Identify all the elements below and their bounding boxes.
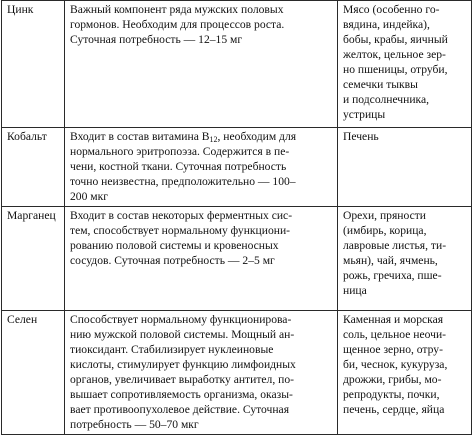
minerals-table xyxy=(1,0,472,435)
element-name-cell: Цинк xyxy=(2,1,65,128)
table-row-cobalt xyxy=(2,128,472,207)
description-cell xyxy=(65,128,338,207)
sources-cell: Каменная и морская соль, цельное неочи- щенное зерно, отру- би, чеснок, кукуруза, дрожжи, грибы, мо- репродукты, почки, печень, сердце, яйца xyxy=(338,311,472,435)
vitamin-subscript: 12 xyxy=(209,135,218,144)
element-name-cell: Марганец xyxy=(2,207,65,311)
description-cell: Важный компонент ряда мужских половых гормонов. Необходим для процессов роста. Суточная потребность — 12–15 мг xyxy=(65,1,338,128)
description-text-continued: , необходим для нормального эритропоэза. Содержится в пе- чени, костной ткани. Суточная потребность точно неизвестна, предположительно — 100– 200 мкг xyxy=(70,130,297,203)
table-row-manganese xyxy=(2,207,472,311)
description-cell: Входит в состав некоторых ферментных сис- тем, способствует нормальному функциони- рованию половой системы и кровеносных сосудов. Суточная потребность — 2–5 мг xyxy=(65,207,338,311)
element-name-cell: Селен xyxy=(2,311,65,435)
table-row-selenium xyxy=(2,311,472,435)
sources-cell: Печень xyxy=(338,128,472,207)
element-name-cell: Кобальт xyxy=(2,128,65,207)
sources-cell: Орехи, пряности (имбирь, корица, лавровые листья, ти- мьян), чай, ячмень, рожь, гречиха, пше- ница xyxy=(338,207,472,311)
description-text: Входит в состав витамина B xyxy=(70,130,210,143)
sources-cell: Мясо (особенно го- вядина, индейка), бобы, крабы, яичный желток, цельное зер- но пшеницы, отруби, семечки тыквы и подсолнечника, устрицы xyxy=(338,1,472,128)
table-row-zinc xyxy=(2,1,472,128)
description-cell: Способствует нормальному функционирова- нию мужской половой системы. Мощный ан- тиоксидант. Стабилизирует нуклеиновые кислоты, стимулирует функцию лимфоидных органов, увеличивает выработку антител, по- вышает сопротивляемость организма, оказы- вает противоопухолевое действие. Суточная потребность — 50–70 мкг xyxy=(65,311,338,435)
